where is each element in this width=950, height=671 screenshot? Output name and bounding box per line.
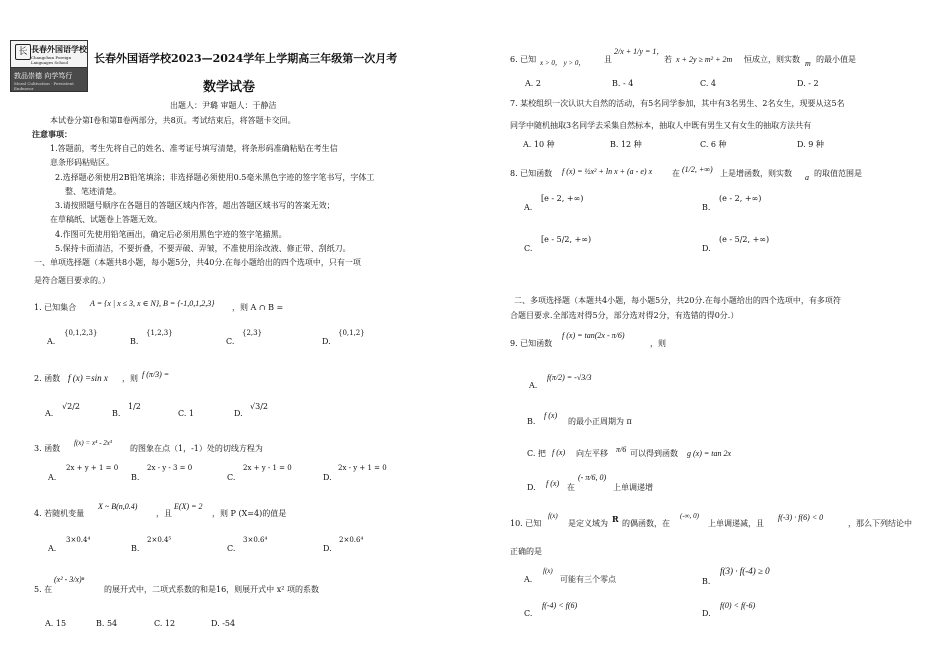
q6-equation: 2/x + 1/y = 1， [614, 47, 665, 56]
exam-title: 长春外国语学校2023—2024学年上学期高三年级第一次月考 [94, 52, 398, 65]
q9-c-text: 向左平移 [576, 449, 608, 458]
note-5: 5.保持卡面清洁，不要折叠，不要弄破、弄皱，不准使用涂改液、修正带、刮纸刀。 [55, 244, 351, 253]
q3-answer-d: 2x - y + 1 = 0 [338, 464, 387, 472]
q8-stem: 8. 已知函数 [510, 169, 553, 178]
q5-option-c: C. 12 [154, 619, 176, 628]
q6-mid2: 若 [664, 55, 672, 64]
q10-a-func: f(x) [543, 567, 553, 575]
q9-b-func: f (x) [544, 411, 558, 420]
q10-a-text: 可能有三个零点 [560, 575, 616, 584]
q9-option-c: C. 把 [527, 449, 546, 458]
q8-tail: 上是增函数，则实数 [720, 169, 792, 178]
q8-answer-c: [e - 5/2, +∞) [541, 235, 592, 244]
q2-tail: ，则 [122, 374, 138, 383]
q3-function: f(x) = x⁴ - 2x³ [74, 439, 113, 447]
q5-tail: 的展开式中，二项式系数的和是16，则展开式中 x² 项的系数 [104, 585, 319, 594]
q6-var: m [805, 59, 811, 68]
q8-function: f (x) = ½x² + ln x + (a - e) x [562, 167, 653, 176]
q1-answer-b: {1,2,3} [146, 329, 173, 337]
q7-line1: 7. 某校组织一次认识大自然的活动，有5名同学参加，其中有3名男生、2名女生，现要从这5名 [510, 99, 845, 108]
school-logo [10, 40, 88, 92]
q8-tail2: 的取值范围是 [814, 169, 862, 178]
q6-option-a: A. 2 [525, 79, 541, 88]
section2-line2: 合题目要求.全部选对得5分，部分选对得2分，有选错的得0分.） [510, 311, 739, 320]
authors: 出题人：尹璐 审题人：于静洁 [170, 101, 277, 110]
q4-answer-d: 2×0.6⁴ [339, 536, 364, 544]
q10-answer-c: f(-4) < f(6) [542, 601, 578, 610]
q8-mid: 在 [672, 169, 680, 178]
q6-stem: 6. 已知 [510, 55, 537, 64]
q8-option-c: C. [524, 244, 533, 253]
section1-line2: 是符合题目要求的。） [34, 276, 110, 285]
q4-mid: ，且 [156, 509, 172, 518]
intro-text: 本试卷分第Ⅰ卷和第Ⅱ卷两部分，共8页。考试结束后，将答题卡交回。 [50, 116, 296, 125]
q7-option-c: C. 6 种 [700, 140, 727, 149]
q4-option-d: D. [323, 544, 332, 553]
q2-query: f (π/3) = [142, 370, 170, 379]
q9-d-text2: 上单调递增 [613, 483, 653, 492]
q8-option-a: A. [524, 203, 533, 212]
note-1b: 息条形码粘贴区。 [50, 158, 114, 167]
q8-answer-b: (e - 2, +∞) [719, 194, 762, 203]
q10-option-a: A. [524, 575, 533, 584]
q2-answer-a: √2/2 [62, 402, 80, 411]
logo-english: Changchun Foreign Languages School [31, 55, 72, 65]
q1-stem: 1. 已知集合 [34, 303, 77, 312]
q2-stem: 2. 函数 [34, 374, 61, 383]
q7-option-a: A. 10 种 [523, 140, 555, 149]
q7-option-b: B. 12 种 [610, 140, 642, 149]
q10-answer-b: f(3) · f(-4) ≥ 0 [720, 566, 770, 576]
q9-answer-a: f(π/2) = -√3/3 [547, 373, 592, 382]
q5-option-b: B. 54 [96, 619, 118, 628]
notes-heading: 注意事项： [32, 129, 72, 139]
q5-option-a: A. 15 [45, 619, 67, 628]
q10-option-c: C. [524, 609, 533, 618]
q4-option-b: B. [131, 544, 140, 553]
q8-interval: (1/2, +∞) [682, 165, 713, 174]
q10-option-b: B. [702, 577, 711, 586]
q3-answer-a: 2x + y + 1 = 0 [66, 464, 119, 472]
q8-option-b: B. [702, 203, 711, 212]
q1-answer-d: {0,1,2} [338, 329, 365, 337]
section1-line1: 一、单项选择题（本题共8小题，每小题5分，共40分.在每小题给出的四个选项中，只有一项 [34, 258, 361, 267]
q2-option-d: D. [234, 409, 243, 418]
q9-option-a: A. [529, 381, 538, 390]
logo-motto: 敦品崇德 向学笃行 [14, 72, 73, 80]
q1-answer-c: {2,3} [242, 329, 263, 337]
q7-option-d: D. 9 种 [797, 140, 824, 149]
q10-t1: 是定义域为 [568, 519, 608, 528]
q6-option-b: B. - 4 [612, 79, 634, 88]
q10-reals: R [612, 514, 619, 524]
q6-option-c: C. 4 [700, 79, 717, 88]
note-4: 4.作图可先使用铅笔画出，确定后必须用黑色字迹的签字笔描黑。 [55, 230, 287, 239]
q9-option-d: D. [527, 483, 536, 492]
q2-option-a: A. [45, 409, 54, 418]
logo-name: 長春外国语学校 [31, 44, 87, 54]
q9-b-text: 的最小正周期为 π [568, 417, 632, 426]
q6-option-d: D. - 2 [797, 79, 819, 88]
q1-option-a: A. [47, 337, 56, 346]
q10-t3: 上单调递减，且 [708, 519, 764, 528]
q5-expression: (x² - 3/x)ⁿ [54, 575, 85, 584]
section2-line1: 二、多项选择题（本题共4小题，每小题5分，共20分.在每小题给出的四个选项中，有多项符 [514, 296, 841, 305]
q8-option-d: D. [702, 244, 711, 253]
q5-option-d: D. -54 [211, 619, 236, 628]
q1-option-b: B. [130, 337, 139, 346]
q4-tail: ，则 P (X=4)的值是 [212, 509, 287, 518]
note-3b: 在草稿纸、试题卷上答题无效。 [50, 215, 162, 224]
q9-stem: 9. 已知函数 [510, 339, 553, 348]
subject-title: 数学试卷 [203, 80, 256, 95]
q9-c-g: g (x) = tan 2x [687, 449, 732, 458]
q8-answer-d: (e - 5/2, +∞) [719, 235, 770, 244]
q4-answer-a: 3×0.4⁴ [66, 536, 91, 544]
q3-option-c: C. [227, 473, 236, 482]
q3-option-d: D. [323, 473, 332, 482]
q1-sets: A = {x | x ≤ 3, x ∈ N}, B = {-1,0,1,2,3} [90, 299, 215, 308]
q10-func: f(x) [548, 512, 558, 520]
q4-distribution: X ~ B(n,0.4) [98, 502, 138, 511]
seal-icon: 长 [15, 44, 31, 60]
q1-option-d: D. [322, 337, 331, 346]
q1-option-c: C. [226, 337, 235, 346]
q9-c-text2: 可以得到函数 [630, 449, 678, 458]
q3-answer-c: 2x + y - 1 = 0 [243, 464, 292, 472]
q10-stem: 10. 已知 [510, 519, 542, 528]
q1-tail: ，则 A ∩ B = [232, 303, 284, 312]
q2-answer-b: 1/2 [128, 402, 141, 411]
q3-tail: 的图象在点（1，-1）处的切线方程为 [130, 444, 263, 453]
q6-inequality: x + 2y ≥ m² + 2m [676, 55, 733, 64]
q4-answer-c: 3×0.6⁴ [243, 536, 268, 544]
q6-tail2: 的最小值是 [816, 55, 856, 64]
q7-line2: 同学中随机抽取3名同学去采集自然标本，抽取人中既有男生又有女生的抽取方法共有 [510, 121, 812, 130]
note-3a: 3.请按照题号顺序在各题目的答题区域内作答，超出答题区域书写的答案无效； [55, 201, 335, 210]
q2-option-b: B. [112, 409, 121, 418]
q4-option-c: C. [227, 544, 236, 553]
note-1a: 1.答题前，考生先将自己的姓名、准考证号填写清楚，将条形码准确粘贴在考生信 [50, 144, 338, 153]
q5-stem: 5. 在 [34, 585, 53, 594]
q10-t2: 的偶函数，在 [622, 519, 670, 528]
q10-option-d: D. [702, 609, 711, 618]
q8-var: a [805, 173, 809, 182]
q4-expectation: E(X) = 2 [174, 502, 203, 511]
q9-function: f (x) = tan(2x - π/6) [562, 331, 625, 340]
q3-option-b: B. [131, 473, 140, 482]
q9-c-func: f (x) [552, 448, 566, 457]
note-2b: 整、笔迹清楚。 [65, 187, 121, 196]
q10-t4: ，那么下列结论中 [848, 519, 912, 528]
q3-option-a: A. [48, 473, 57, 482]
q2-function: f (x) =sin x [68, 373, 108, 383]
logo-motto-en: Moral Cultivation · Persistent Endeavor [14, 81, 74, 91]
q10-interval: (-∞, 0) [680, 512, 699, 520]
q9-d-interval: (- π/6, 0) [578, 473, 607, 482]
q10-condition: f(-3) · f(6) < 0 [778, 513, 824, 522]
q6-conditions: x > 0， y > 0， [540, 59, 586, 67]
q4-stem: 4. 若随机变量 [34, 509, 85, 518]
q2-answer-d: √3/2 [250, 402, 268, 411]
q2-option-c: C. 1 [178, 409, 195, 418]
q6-mid: 且 [604, 55, 612, 64]
q3-answer-b: 2x - y - 3 = 0 [147, 464, 193, 472]
q3-stem: 3. 函数 [34, 444, 61, 453]
q4-answer-b: 2×0.4⁵ [147, 536, 172, 544]
q9-option-b: B. [527, 417, 536, 426]
q9-d-func: f (x) [546, 479, 560, 488]
q6-tail: 恒成立，则实数 [744, 55, 800, 64]
q10-answer-d: f(0) < f(-6) [720, 601, 756, 610]
q8-answer-a: [e - 2, +∞) [541, 194, 584, 203]
q10-line2: 正确的是 [510, 547, 542, 556]
q9-c-shift: π/6 [616, 445, 627, 454]
q9-tail: ，则 [650, 339, 666, 348]
q9-d-text: 在 [567, 483, 575, 492]
note-2a: 2.选择题必须使用2B铅笔填涂；非选择题必须使用0.5毫米黑色字迹的签字笔书写，字体工 [55, 173, 375, 182]
q1-answer-a: {0,1,2,3} [64, 329, 98, 337]
q4-option-a: A. [48, 544, 57, 553]
